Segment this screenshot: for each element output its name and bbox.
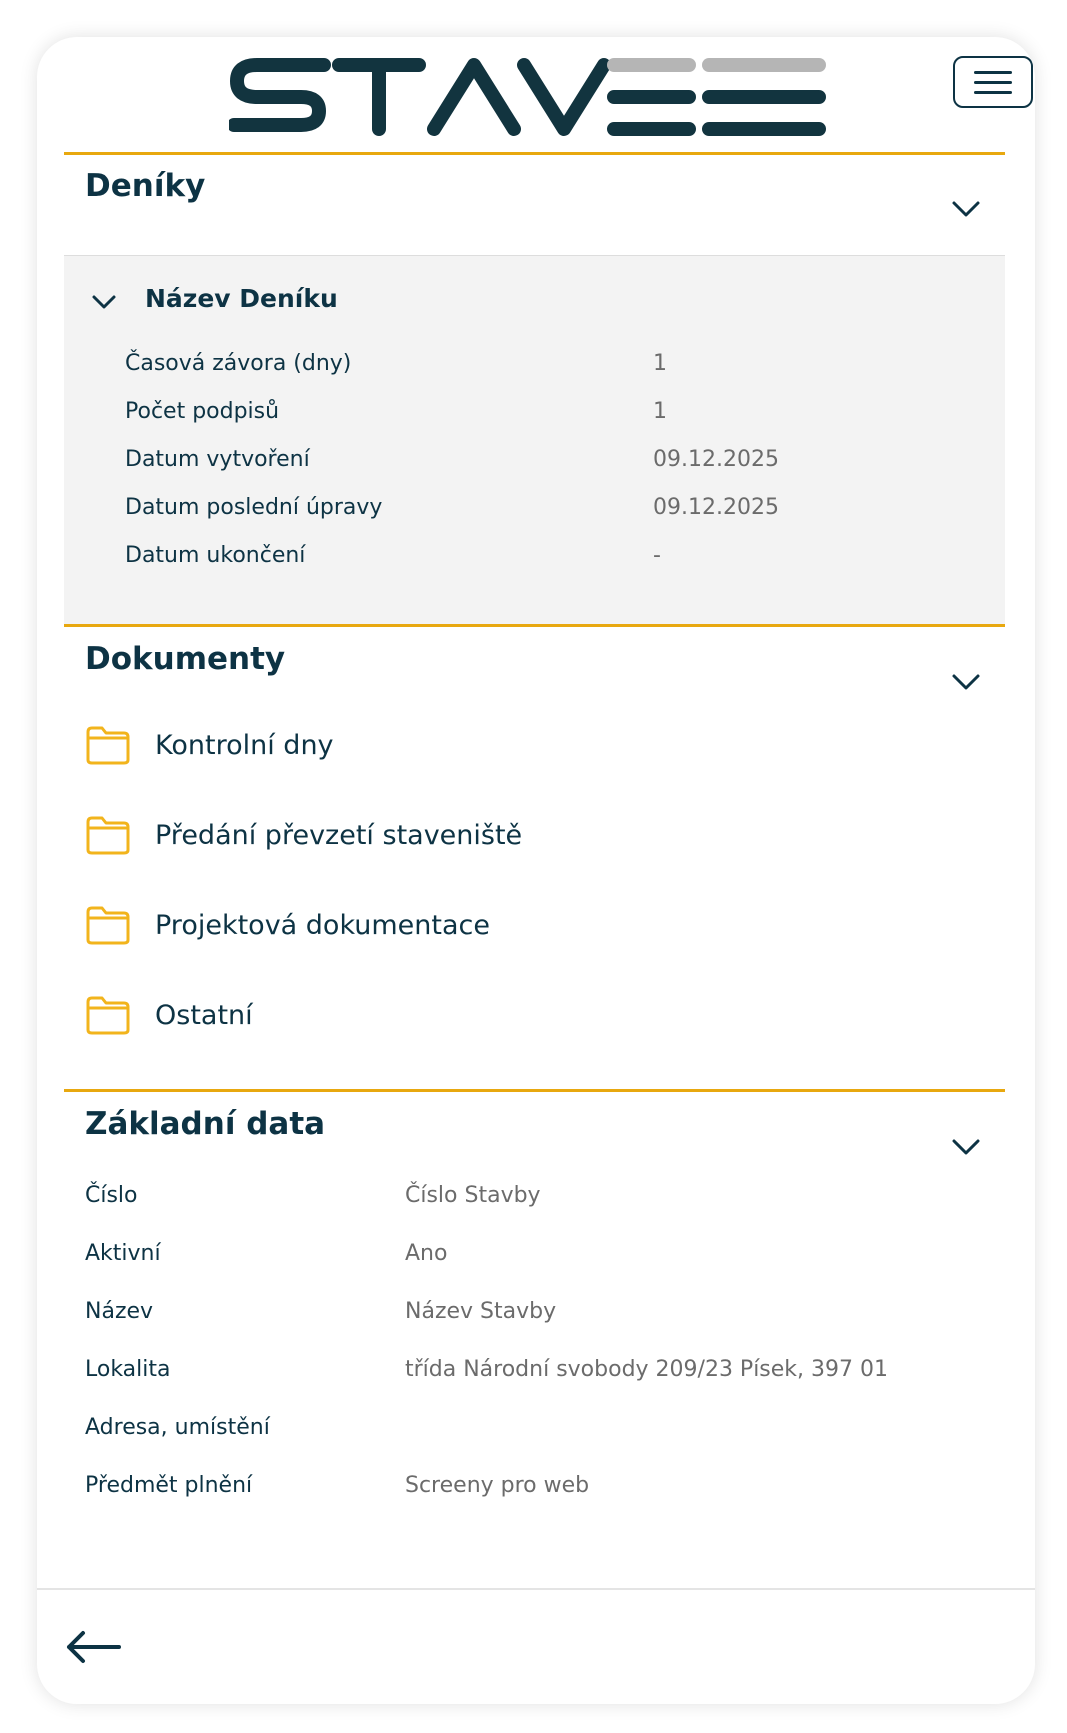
folder-icon bbox=[85, 814, 131, 856]
chevron-down-icon[interactable] bbox=[951, 673, 981, 691]
data-value: Číslo Stavby bbox=[405, 1183, 541, 1208]
arrow-left-icon[interactable] bbox=[63, 1627, 123, 1667]
app-card bbox=[37, 37, 1035, 1704]
section-divider bbox=[64, 624, 1005, 627]
folder-item-kontrolni-dny[interactable] bbox=[85, 722, 785, 772]
hamburger-menu-icon[interactable] bbox=[953, 56, 1033, 108]
folder-label: Projektová dokumentace bbox=[155, 910, 490, 941]
chevron-down-icon[interactable] bbox=[951, 1138, 981, 1156]
section-divider bbox=[64, 1089, 1005, 1092]
data-label: Adresa, umístění bbox=[85, 1415, 270, 1440]
diary-label: Datum ukončení bbox=[125, 543, 306, 568]
diary-label: Počet podpisů bbox=[125, 399, 280, 424]
folder-label: Ostatní bbox=[155, 1000, 253, 1031]
folder-item-projektova-dokumentace[interactable] bbox=[85, 902, 785, 952]
chevron-down-icon[interactable] bbox=[91, 294, 117, 310]
diary-value: 1 bbox=[653, 399, 667, 424]
data-value: Screeny pro web bbox=[405, 1473, 590, 1498]
diary-label: Časová závora (dny) bbox=[125, 351, 352, 376]
diary-value: 09.12.2025 bbox=[653, 495, 779, 520]
data-value: Název Stavby bbox=[405, 1299, 557, 1324]
section-divider bbox=[64, 152, 1005, 155]
stavee-logo bbox=[229, 57, 829, 137]
diary-label: Datum poslední úpravy bbox=[125, 495, 383, 520]
footer-divider bbox=[37, 1588, 1035, 1590]
chevron-down-icon[interactable] bbox=[951, 200, 981, 218]
folder-item-predani-prevzeti[interactable] bbox=[85, 812, 785, 862]
folder-label: Kontrolní dny bbox=[155, 730, 334, 761]
folder-icon bbox=[85, 904, 131, 946]
diary-value: - bbox=[653, 543, 661, 568]
data-label: Název bbox=[85, 1299, 154, 1324]
data-value: třída Národní svobody 209/23 Písek, 397 01 bbox=[405, 1357, 889, 1382]
data-value: Ano bbox=[405, 1241, 448, 1266]
data-label: Aktivní bbox=[85, 1241, 161, 1266]
folder-item-ostatni[interactable] bbox=[85, 992, 785, 1042]
diary-value: 1 bbox=[653, 351, 667, 376]
folder-icon bbox=[85, 724, 131, 766]
diary-label: Datum vytvoření bbox=[125, 447, 310, 472]
data-label: Lokalita bbox=[85, 1357, 171, 1382]
diary-title[interactable]: Název Deníku bbox=[145, 284, 338, 313]
header bbox=[37, 37, 1035, 153]
folder-icon bbox=[85, 994, 131, 1036]
data-label: Číslo bbox=[85, 1183, 138, 1208]
section-title-dokumenty[interactable]: Dokumenty bbox=[85, 641, 286, 677]
data-label: Předmět plnění bbox=[85, 1473, 253, 1498]
diary-value: 09.12.2025 bbox=[653, 447, 779, 472]
section-title-zakladni-data[interactable]: Základní data bbox=[85, 1106, 326, 1142]
section-title-deniky[interactable]: Deníky bbox=[85, 168, 206, 204]
folder-label: Předání převzetí staveniště bbox=[155, 820, 523, 851]
